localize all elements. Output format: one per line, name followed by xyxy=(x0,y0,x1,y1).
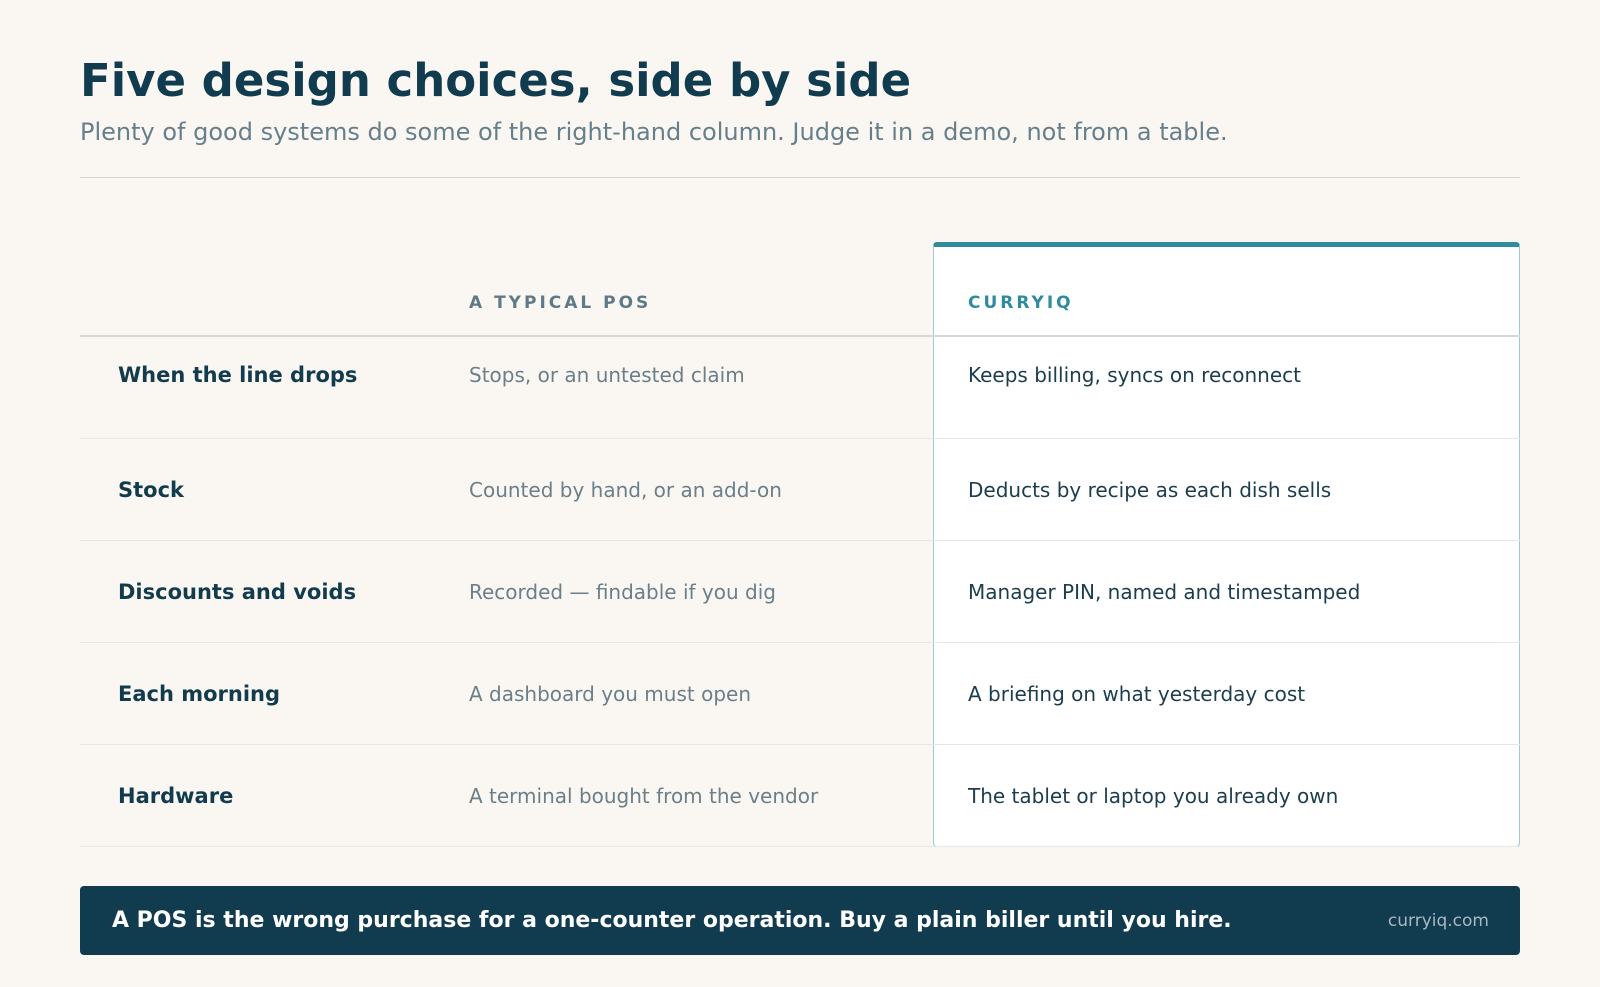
row-label: Stock xyxy=(118,478,185,502)
table-row xyxy=(80,439,1520,541)
table-row xyxy=(80,337,1520,439)
row-label: Hardware xyxy=(118,784,234,808)
comparison-table xyxy=(80,337,1520,847)
page-subtitle: Plenty of good systems do some of the right-hand column. Judge it in a demo, not from a table. xyxy=(80,118,1228,146)
typical-pos-cell: A dashboard you must open xyxy=(469,682,751,706)
footer-banner xyxy=(80,886,1520,955)
curryiq-cell: Manager PIN, named and timestamped xyxy=(968,580,1361,604)
typical-pos-cell: Recorded — findable if you dig xyxy=(469,580,776,604)
header-divider xyxy=(80,177,1520,178)
column-header-typical-pos: A TYPICAL POS xyxy=(469,293,652,313)
footer-message: A POS is the wrong purchase for a one-counter operation. Buy a plain biller until you hire. xyxy=(112,908,1232,933)
curryiq-cell: The tablet or laptop you already own xyxy=(968,784,1339,808)
curryiq-cell: Deducts by recipe as each dish sells xyxy=(968,478,1332,502)
table-row xyxy=(80,541,1520,643)
typical-pos-cell: Counted by hand, or an add-on xyxy=(469,478,782,502)
typical-pos-cell: A terminal bought from the vendor xyxy=(469,784,819,808)
row-label: Discounts and voids xyxy=(118,580,357,604)
footer-site-link[interactable]: curryiq.com xyxy=(1387,911,1489,931)
row-label: When the line drops xyxy=(118,363,358,387)
row-label: Each morning xyxy=(118,682,281,706)
page-title: Five design choices, side by side xyxy=(80,54,912,107)
typical-pos-cell: Stops, or an untested claim xyxy=(469,363,745,387)
table-row xyxy=(80,745,1520,847)
curryiq-cell: A briefing on what yesterday cost xyxy=(968,682,1306,706)
curryiq-cell: Keeps billing, syncs on reconnect xyxy=(968,363,1301,387)
table-row xyxy=(80,643,1520,745)
column-header-curryiq: CURRYIQ xyxy=(968,293,1074,313)
